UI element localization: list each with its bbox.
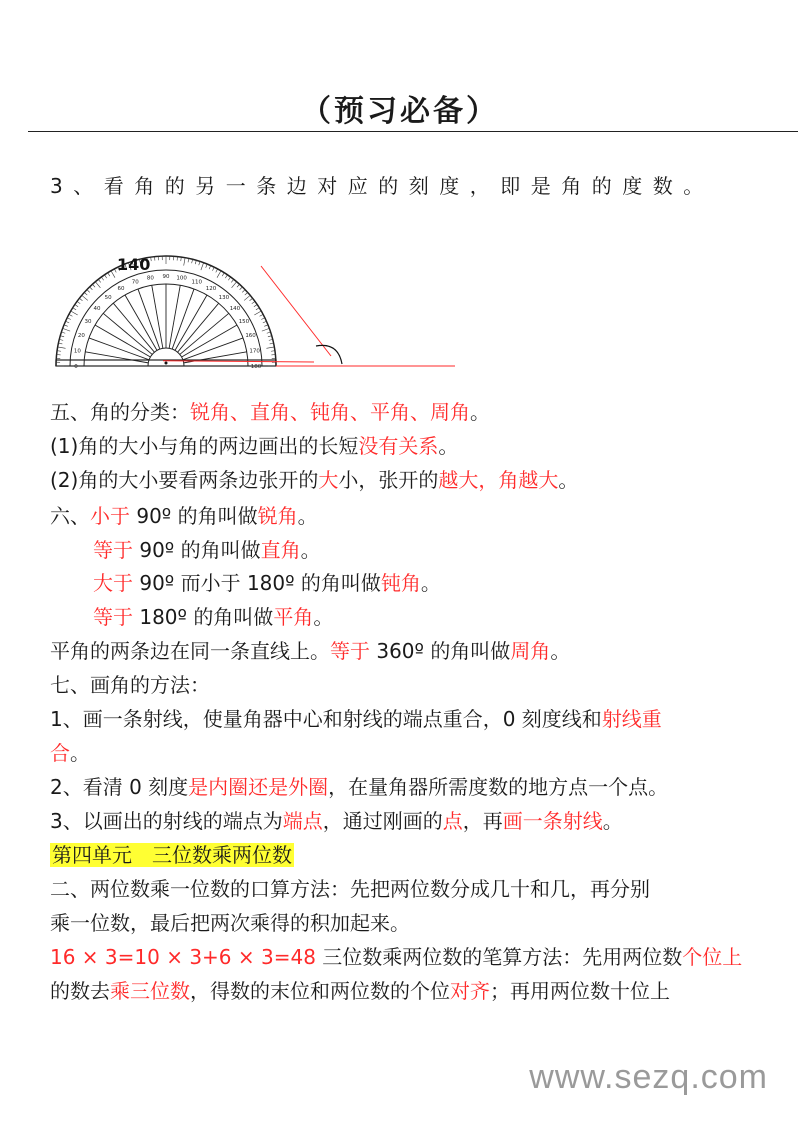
protractor-center-dot: [165, 362, 168, 365]
protractor-tick: [222, 273, 224, 276]
unit-4-heading: 第四单元 三位数乘两位数: [52, 843, 292, 867]
title-divider: [28, 131, 798, 132]
protractor-tick: [242, 290, 245, 293]
protractor-tick: [90, 287, 93, 290]
protractor-scale-label: 30: [84, 319, 92, 325]
protractor-tick: [244, 295, 250, 300]
protractor-tick: [63, 328, 71, 331]
protractor-tick: [98, 279, 100, 282]
measured-ray: [163, 361, 314, 362]
acute-angle-def: 六、小于 90º 的角叫做锐角。: [50, 504, 318, 528]
protractor-tick: [108, 273, 110, 276]
step-3-text: 3、看角的另一条边对应的刻度，即是角的度数。: [50, 174, 714, 198]
protractor-tick: [75, 304, 78, 306]
point-2: (2)角的大小要看两条边张开的大小，张开的越大，角越大。: [50, 468, 579, 492]
protractor-tick: [228, 277, 230, 280]
protractor-scale-label: 150: [238, 319, 250, 325]
protractor-tick: [260, 314, 264, 316]
obtuse-angle-def: 大于 90º 而小于 180º 的角叫做钝角。: [93, 571, 441, 595]
protractor-tick: [256, 308, 259, 310]
protractor-tick: [67, 318, 71, 320]
protractor-scale-label: 80: [146, 275, 154, 282]
mult-line-2: 乘一位数，最后把两次乘得的积加起来。: [50, 911, 410, 935]
protractor-tick: [111, 271, 115, 278]
protractor-tick: [71, 311, 78, 315]
drawing-step-1: 1、画一条射线，使量角器中心和射线的端点重合，0 刻度线和射线重: [50, 707, 662, 731]
protractor-scale-label: 110: [191, 279, 203, 286]
mult-line-1: 二、两位数乘一位数的口算方法：先把两位数分成几十和几，再分别: [50, 877, 650, 901]
protractor-reading: 140: [117, 255, 151, 274]
protractor-tick: [261, 318, 265, 320]
protractor-tick: [95, 282, 100, 288]
protractor-tick: [264, 325, 268, 326]
protractor-tick: [216, 269, 218, 273]
protractor-scale-label: 10: [73, 348, 81, 355]
protractor-tick: [266, 347, 274, 348]
protractor-spoke: [169, 285, 180, 348]
protractor-scale-label: 70: [131, 279, 139, 286]
protractor-tick: [254, 304, 257, 306]
protractor-spoke: [89, 338, 149, 360]
protractor-scale-label: 170: [249, 348, 260, 355]
protractor-scale-label: 160: [245, 333, 256, 340]
protractor-tick: [209, 266, 211, 270]
protractor-scale-label: 40: [93, 306, 101, 313]
protractor-tick: [217, 271, 221, 278]
mult-line-3: 16 × 3=10 × 3+6 × 3=48 三位数乘两位数的笔算方法：先用两位数个位上: [50, 945, 743, 969]
protractor-tick: [64, 325, 68, 326]
drawing-step-1-cont: 合。: [50, 741, 90, 765]
protractor-scale-label: 90: [162, 274, 170, 280]
protractor-tick: [79, 298, 82, 300]
protractor-tick: [240, 287, 243, 290]
protractor-tick: [225, 275, 227, 278]
protractor-tick: [184, 258, 185, 266]
protractor-scale-label: 140: [229, 306, 241, 313]
protractor-spoke: [172, 289, 194, 349]
protractor-tick: [250, 298, 253, 300]
protractor-tick: [206, 264, 207, 268]
protractor-tick: [262, 328, 270, 331]
straight-angle-def: 等于 180º 的角叫做平角。: [93, 605, 334, 629]
protractor-scale-label: 100: [176, 275, 187, 282]
protractor-spoke: [85, 352, 148, 363]
protractor-scale-label: 120: [205, 286, 217, 293]
protractor-spoke: [152, 285, 163, 348]
protractor-tick: [114, 269, 116, 273]
angle-side-ray: [261, 266, 331, 356]
protractor-tick: [201, 263, 204, 271]
angle-types: 锐角、直角、钝角、平角、周角: [190, 400, 470, 424]
protractor-scale-label: 130: [218, 295, 230, 302]
protractor-tick: [82, 295, 88, 300]
point-1: (1)角的大小与角的两边画出的长短没有关系。: [50, 434, 459, 458]
protractor-tick: [104, 275, 106, 278]
protractor-tick: [101, 277, 103, 280]
protractor-tick: [212, 267, 214, 271]
drawing-step-3: 3、以画出的射线的端点为端点，通过刚画的点，再画一条射线。: [50, 809, 623, 833]
protractor-tick: [231, 279, 233, 282]
protractor-tick: [58, 347, 66, 348]
angle-arc-marker: [316, 345, 342, 364]
page-title: （预习必备）: [301, 94, 499, 129]
protractor-tick: [237, 284, 240, 287]
protractor-tick: [77, 301, 80, 303]
protractor-spoke: [138, 289, 160, 349]
site-watermark: www.sezq.com: [529, 1058, 768, 1096]
protractor-scale-label: 50: [104, 295, 112, 302]
drawing-method-heading: 七、画角的方法：: [50, 673, 210, 697]
protractor-tick: [245, 292, 248, 295]
protractor-tick: [66, 321, 70, 323]
protractor-figure: [48, 238, 468, 373]
protractor-tick: [252, 301, 255, 303]
protractor-tick: [73, 308, 76, 310]
mult-line-4: 的数去乘三位数，得数的末位和两位数的个位对齐；再用两位数十位上: [50, 979, 670, 1003]
full-angle-def: 平角的两条边在同一条直线上。等于 360º 的角叫做周角。: [50, 639, 571, 663]
protractor-tick: [232, 282, 237, 288]
angle-classification-line: 五、角的分类：锐角、直角、钝角、平角、周角。: [50, 400, 490, 424]
protractor-tick: [254, 311, 261, 315]
protractor-spoke: [183, 338, 243, 360]
protractor-tick: [69, 314, 73, 316]
protractor-scale-label: 180: [250, 364, 262, 370]
protractor-tick: [92, 284, 95, 287]
example-equation: 16 × 3=10 × 3+6 × 3=48: [50, 945, 316, 969]
protractor-tick: [263, 321, 267, 323]
protractor-tick: [87, 290, 90, 293]
protractor-scale-label: 20: [77, 333, 85, 340]
protractor-scale-label: 60: [117, 286, 125, 293]
protractor-tick: [84, 292, 87, 295]
drawing-step-2: 2、看清 0 刻度是内圈还是外圈，在量角器所需度数的地方点一个点。: [50, 775, 669, 799]
right-angle-def: 等于 90º 的角叫做直角。: [93, 538, 321, 562]
protractor-scale-label: 0: [74, 364, 78, 370]
